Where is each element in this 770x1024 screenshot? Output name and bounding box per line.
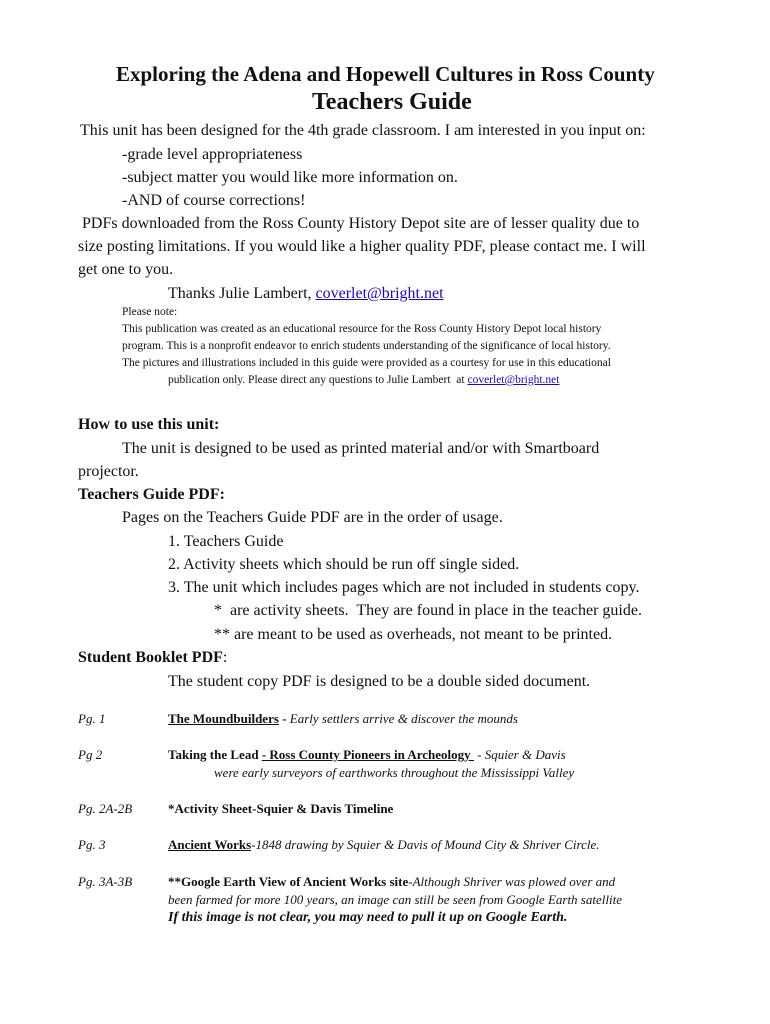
toc-entry	[168, 747, 566, 763]
thanks-line	[168, 285, 444, 303]
toc-title: Ancient Works	[168, 837, 252, 852]
toc-title: **Google Earth View of Ancient Works site	[168, 874, 409, 889]
note-line	[168, 374, 560, 386]
tg-subitem: ** are meant to be used as overheads, not meant to be printed.	[214, 626, 613, 643]
sb-colon: :	[222, 649, 228, 666]
toc-page-label: Pg. 2A-2B	[78, 801, 133, 816]
toc-desc: Early settlers arrive & discover the mounds	[289, 711, 518, 726]
toc-page-label: Pg 2	[78, 747, 103, 762]
email-link[interactable]: coverlet@bright.net	[315, 285, 444, 302]
toc-entry	[168, 837, 600, 853]
tg-intro: Pages on the Teachers Guide PDF are in the order of usage.	[122, 509, 503, 526]
toc-desc: -1848 drawing by Squier & Davis of Mound City & Shriver Circle.	[251, 837, 600, 852]
note-last-text: publication only. Please direct any questions to Julie Lambert at	[168, 374, 468, 386]
note-email-link[interactable]: coverlet@bright.net	[467, 374, 560, 386]
toc-sep: -	[278, 711, 290, 726]
toc-page-label: Pg. 1	[78, 711, 106, 726]
howto-line: The unit is designed to be used as printed material and/or with Smartboard	[122, 440, 600, 457]
note-line: program. This is a nonprofit endeavor to enrich students understanding of the significance of local history.	[122, 340, 611, 352]
tg-subitem: * are activity sheets. They are found in place in the teacher guide.	[214, 602, 642, 619]
toc-desc-cont: were early surveyors of earthworks throughout the Mississippi Valley	[214, 765, 575, 780]
tg-item: 3. The unit which includes pages which are not included in students copy.	[168, 579, 640, 596]
page-title: Exploring the Adena and Hopewell Cultures in Ross County	[116, 62, 655, 86]
toc-title: The Moundbuilders	[168, 711, 279, 726]
pdf-note-line: PDFs downloaded from the Ross County History Depot site are of lesser quality due to	[78, 215, 640, 232]
toc-desc: -Although Shriver was plowed over and	[408, 874, 616, 889]
toc-entry	[168, 874, 615, 890]
note-heading: Please note:	[122, 306, 178, 318]
toc-title: *Activity Sheet-Squier & Davis Timeline	[168, 801, 394, 816]
thanks-text: Thanks Julie Lambert,	[168, 285, 316, 302]
toc-title: - Ross County Pioneers in Archeology	[261, 747, 474, 762]
intro-line: This unit has been designed for the 4th grade classroom. I am interested in you input on:	[80, 122, 646, 139]
toc-desc-note: If this image is not clear, you may need to pull it up on Google Earth.	[168, 910, 568, 925]
toc-entry	[168, 711, 518, 727]
sb-heading-line	[78, 649, 227, 667]
intro-bullet: -subject matter you would like more information on.	[122, 169, 458, 186]
tg-item: 1. Teachers Guide	[168, 533, 284, 550]
toc-page-label: Pg. 3	[78, 837, 106, 852]
toc-desc: Squier & Davis	[484, 747, 566, 762]
note-line: The pictures and illustrations included in this guide were provided as a courtesy for use in this educational	[122, 357, 611, 369]
tg-item: 2. Activity sheets which should be run off single sided.	[168, 556, 520, 573]
page-subtitle: Teachers Guide	[312, 89, 472, 115]
toc-desc-cont: been farmed for more 100 years, an image can still be seen from Google Earth satellite	[168, 892, 622, 907]
sb-line: The student copy PDF is designed to be a double sided document.	[168, 673, 591, 690]
toc-pre: Taking the Lead	[168, 747, 262, 762]
intro-bullet: -grade level appropriateness	[122, 146, 303, 163]
intro-bullet: -AND of course corrections!	[122, 192, 306, 209]
note-line: This publication was created as an educational resource for the Ross County History Depot local history	[122, 323, 602, 335]
toc-page-label: Pg. 3A-3B	[78, 874, 133, 889]
pdf-note-line: size posting limitations. If you would like a higher quality PDF, please contact me. I will	[78, 238, 646, 255]
tg-heading: Teachers Guide PDF:	[78, 486, 225, 503]
pdf-note-line: get one to you.	[78, 261, 174, 278]
howto-heading: How to use this unit:	[78, 416, 220, 433]
howto-line: projector.	[78, 463, 139, 480]
sb-heading: Student Booklet PDF	[78, 649, 223, 666]
toc-sep: -	[473, 747, 485, 762]
